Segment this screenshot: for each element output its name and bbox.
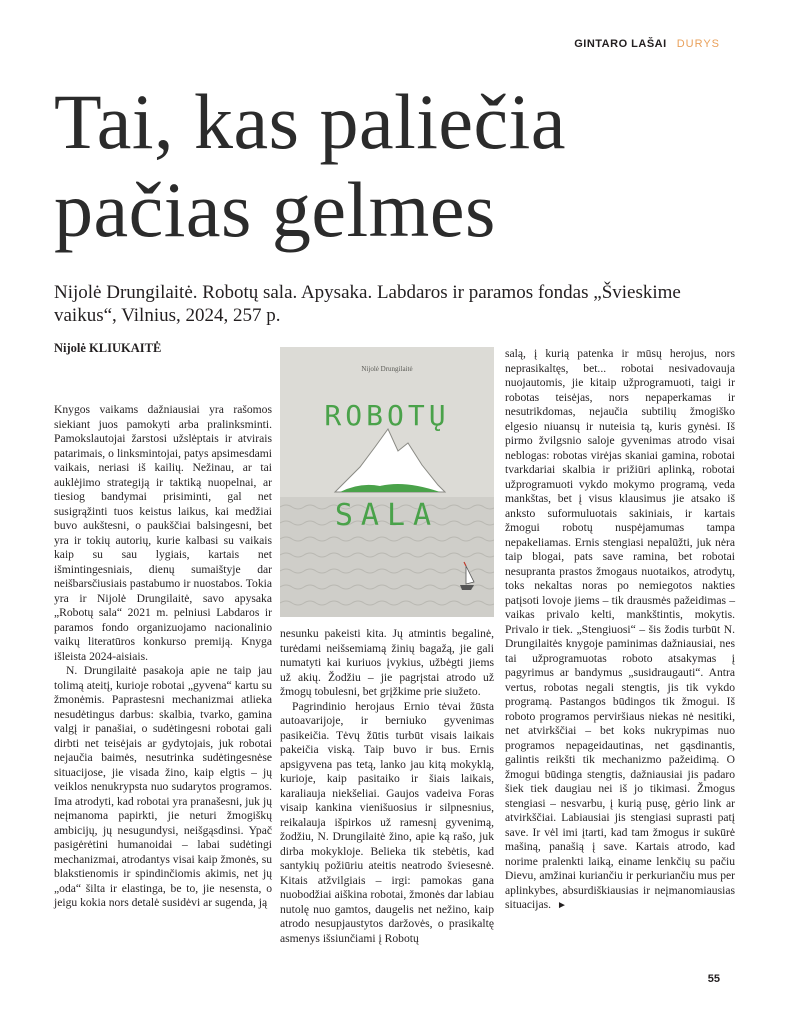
continue-arrow-icon: ► xyxy=(557,900,567,911)
article-title: Tai, kas paliečia pačias gelmes xyxy=(54,78,566,253)
running-head-author: GINTARO LAŠAI xyxy=(574,38,667,50)
paragraph: N. Drungilaitė pasakoja apie ne taip jau tolimą ateitį, kurioje robotai „gyvena“ kartu su žmonėmis. Paprastesni mechanizmai atlieka nesudėtingus darbus: skalbia, tvarko, gamina valgį ir panašiai, o sudėtingesni robotai gali dirbti net teisėjais ar gydytojais, juk robotai nejaučia baimės, nesutrinka sudėtingesnėse situacijose, jie visada žino, kaip elgtis – jų veiklos nenukrypsta nuo sudarytos programos. Ima atrodyti, kad robotai yra pranašesni, juk jų neįmanoma papirkti, jie neturi žmogiškų ambicijų, jų nesugundysi, neišgąsdinsi. Ypač pasigėrėtini humanoidai – labai sudėtingi mechanizmai, atrodantys visai kaip žmonės, su blakstienomis ir spindinčiomis akimis, net jų „oda“ šilta ir elastinga, be to, jie nesensta, o jeigu kokia nors detalė susidėvi ar sugenda, ją xyxy=(54,664,272,909)
cover-title-top: ROBOTŲ xyxy=(324,399,450,432)
text-column-3 xyxy=(505,347,735,914)
text-column-2 xyxy=(280,627,494,946)
book-cover-image xyxy=(280,347,494,617)
running-head xyxy=(574,38,720,50)
running-head-section: DURYS xyxy=(676,38,720,50)
paragraph xyxy=(505,347,735,914)
book-cover-illustration xyxy=(280,347,494,617)
byline: Nijolė KLIUKAITĖ xyxy=(54,341,162,355)
paragraph: Pagrindinio herojaus Ernio tėvai žūsta autoavarijoje, ir berniuko gyvenimas pasikeičia. Tėvų žūtis turbūt visais laikais pakeičia viską. Taip buvo ir bus. Ernis apsigyvena pas tetą, lanko jau kitą mokyklą, kurioje, kaip pasitaiko ir šiais laikais, karaliauja niekšeliai. Gaujos vadeiva Foras visaip kankina vienišuosius ir silpnesnius, reikalauja išpirkos už ramesnį gyvenimą, žodžiu, N. Drungilaitė žino, apie ką rašo, juk dirba mokykloje. Belieka tik stebėtis, kad santykių požiūriu ateitis neatrodo šviesesnė. Kitais atžvilgiais – irgi: pamokas gana nuobodžiai aiškina robotai, žmonės dar labiau nutolę nuo gamtos, daugelis net nežino, kaip atrodo nesupjaustytos daržovės, o prasikaltę asmenys išsiunčiami į Robotų xyxy=(280,699,494,945)
cover-author: Nijolė Drungilaitė xyxy=(361,365,413,373)
page-number: 55 xyxy=(707,973,720,985)
book-reference: Nijolė Drungilaitė. Robotų sala. Apysaka. Labdaros ir paramos fondas „Švieskime vaikus“, Vilnius, 2024, 257 p. xyxy=(54,282,681,326)
paragraph-text: salą, į kurią patenka ir mūsų herojus, nors neprasikaltęs, bet... robotai nesivadovauja nuojautomis, jie kitaip užprogramuoti, taigi ir robotas teisėjas, nors nepaperkamas ir nesutrikdomas, nejaučia subtilių žmogiško elgesio niuansų ir nuteisia tą, kuris gynėsi. Iš pirmo žvilgsnio saloje gyvenimas atrodo visai neblogas: robotas virėjas skaniai gamina, robotai tvarkdariai skalbia ir prižiūri aplinką, robotai užprogramuoti vykdo mokymo programą, veda mankštas, bet į visus klausimus jie atsako iš anksto suformuluotais sakiniais, ir kartais žmogui robotų nuspėjamumas tampa nepakeliamas. Ernis stengiasi nepalūžti, juk nėra taip blogai, pats save ramina, bet robotai nesupranta prastos žmogaus nuotaikos, atrodytų, toks nekaltas noras po nemiegotos nakties patįsoti lovoje jiems – tik drausmės pažeidimas – vaikas privalo kelti, mankštintis, mokytis. Privalo ir tiek. „Stengiuosi“ – šis žodis turbūt N. Drungilaitės knygoje paminimas dažniausiai, nes tai užprogramuotas roboto atsakymas į pagyrimus ar bandymus „susidraugauti“. Antra vertus, robotas negali stengtis, jis tik vykdo programą. Pastangos būdingos tik žmogui. Iš roboto programos perviršiaus niekas nė nesitiki, net atvirkščiai – bet koks nukrypimas nuo programos nepageidautinas, net gąsdinantis, galintis reikšti tik mechanizmo pažeidimą. O žmogui būdinga stengtis, dažniausiai jis padaro šiek tiek daugiau nei iš jo tikimasi. Žmogus stengiasi – nesvarbu, į kurią pusę, gėrio link ar atvirkščiai. Labiausiai jis stengiasi suprasti patį save. Ir vėl imi įtarti, kad tam žmogus ir sukūrė mašiną, panašią į save. Kartais atrodo, kad norime pralenkti laiką, einame lenkčių su pačiu Dievu, amžinai kuriančiu ir perkuriančiu mus per aplinkybes, absurdiškiausias ir neįmanomiausias situacijas. xyxy=(505,347,735,911)
cover-title-bottom: SALA xyxy=(334,498,440,533)
paragraph: Knygos vaikams dažniausiai yra rašomos siekiant juos pamokyti arba pralinksminti. Pamokslautojai žarstosi užslėptais ir atvirais patarimais, o linksmintojai, patys apsimesdami vaikais, neriasi iš kailių. Nežinau, ar tai auklėjimo strategiją ir taktiką nuopelnai, ar tiesiog bandymai prisiminti, gal net susigrąžinti tuos keistus laikus, kai medžiai buvo aukštesni, o paukščiai balsingesni, bet yra ir tokių autorių, kurie kalbasi su vaikais kaip su sau lygiais, kartais net išmintingesniais, dienų sumaištyje dar neišbarsčiusiais pastabumo ir nuostabos. Tokia yra ir Nijolė Drungilaitė, savo apysaka „Robotų sala“ 2021 m. pelniusi Labdaros ir paramos fondo organizuojamo nacionalinio vaikų literatūros konkurso premiją. Knyga išleista 2024-aisiais. xyxy=(54,403,272,663)
paragraph: nesunku pakeisti kita. Jų atmintis begalinė, turėdami neišsemiamą žinių bagažą, jie gali numatyti kai kuriuos įvykius, užbėgti jiems už akių. Žodžiu – jie pagrįstai atrodo už žmogų tobulesni, bet grįžkime prie siužeto. xyxy=(280,627,494,698)
text-column-1 xyxy=(54,403,272,911)
